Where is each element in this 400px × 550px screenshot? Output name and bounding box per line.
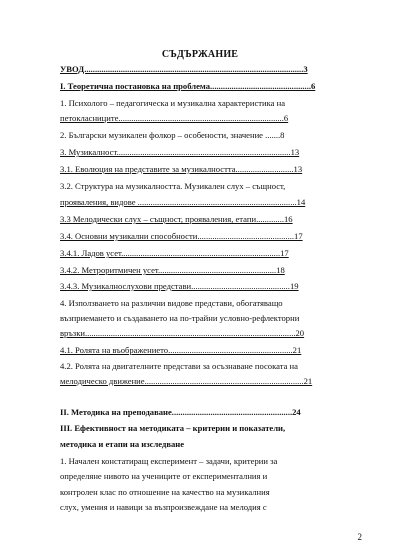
toc-entry: 3.4.1. Ладов усет..........................................................................17 xyxy=(60,248,289,258)
toc-entry: 3.2. Структура на музикалността. Музикален слух – същност, xyxy=(60,181,286,191)
toc-entry: възприемането и създаването на по-трайни условно-рефлекторни xyxy=(60,313,300,323)
toc-entry: мелодическо движение..........................................................................21 xyxy=(60,376,313,386)
toc-entry-part2: ІІ. Методика на преподаване........................................................24 xyxy=(60,407,301,417)
toc-entry: контролен клас по отношение на качество на музикалния xyxy=(60,487,270,497)
page-title: СЪДЪРЖАНИЕ xyxy=(161,49,239,60)
toc-entry: 3.3 Мелодически слух – същност, прояваления, етапи.............16 xyxy=(60,214,293,224)
toc-entry: 3.4. Основни музикални способности.............................................17 xyxy=(60,231,303,241)
toc-entry-intro: УВОД......................................................................................................3 xyxy=(60,64,308,74)
toc-entry: 2. Български музикален фолкор – особености, значение .......8 xyxy=(60,130,285,140)
toc-entry: определяне нивото на учениците от експерименталния и xyxy=(60,471,268,481)
toc-entry: прояваления, видове ..........................................................................14 xyxy=(60,197,306,207)
toc-entry: 4.2. Ролята на двигателните представи за осъзнаване посоката на xyxy=(60,361,298,371)
toc-entry: петокласниците.............................................................................6 xyxy=(60,113,289,123)
toc-entry: слух, умения и навици за възпроизвеждане на мелодия с xyxy=(60,502,267,512)
toc-entry: 4.1. Ролята на въображението..........................................................21 xyxy=(60,345,302,355)
toc-entry: 1. Начален констатиращ експеримент – задачи, критерии за xyxy=(60,456,278,466)
toc-entry: 1. Психолого – педагогическа и музикална характеристика на xyxy=(60,98,286,108)
toc-entry: връзки..................................................................................................20 xyxy=(60,328,305,338)
toc-entry-part3-cont: методика и етапи на изследване xyxy=(60,439,185,449)
toc-entry: 3.4.3. Музикалнослухови представи..............................................19 xyxy=(60,281,299,291)
toc-entry-part3: ІІІ. Ефективност на методиката – критерии и показатели, xyxy=(60,423,286,433)
toc-entry: 3.1. Еволюция на представите за музикалността...........................13 xyxy=(60,164,303,174)
toc-entry: 3. Музикалност.................................................................................13 xyxy=(60,147,300,157)
toc-entry: 3.4.2. Метроритмичен усет.......................................................18 xyxy=(60,265,285,275)
toc-entry: 4. Използването на различни видове представи, обогатяващо xyxy=(60,298,283,308)
page-number: 2 xyxy=(357,532,362,542)
toc-entry-part1: І. Теоретична постановка на проблема...............................................6 xyxy=(60,81,316,91)
